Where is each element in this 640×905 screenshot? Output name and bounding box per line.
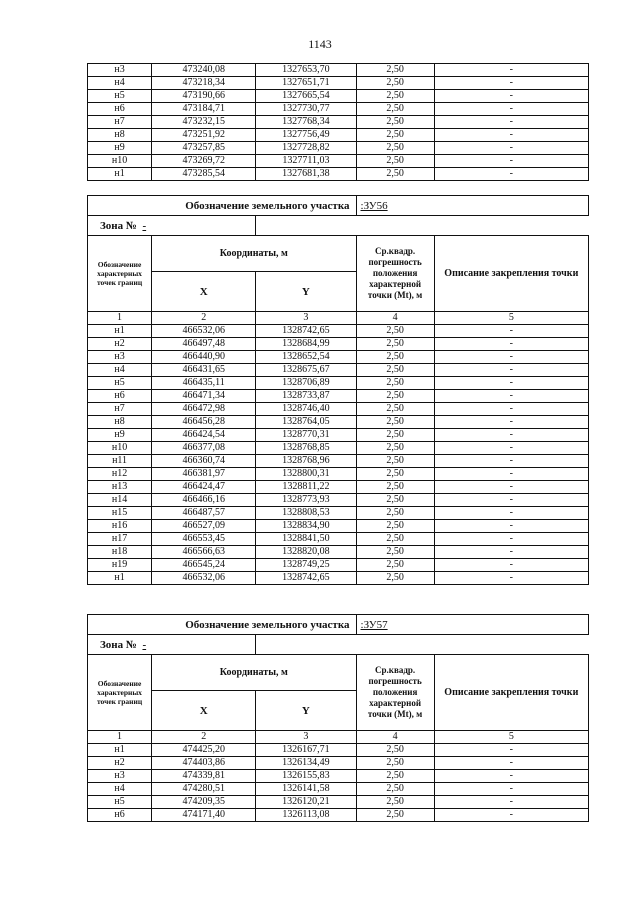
table-row: [88, 155, 589, 168]
accuracy-cell: 2,50: [356, 364, 434, 377]
table-row: [88, 796, 589, 809]
table-row: [88, 468, 589, 481]
point-cell: н4: [88, 364, 152, 377]
x-cell: 466424,47: [152, 481, 256, 494]
y-cell: 1328742,65: [256, 572, 356, 585]
accuracy-cell: 2,50: [356, 494, 434, 507]
col-number: 3: [256, 312, 356, 325]
point-cell: н9: [88, 142, 152, 155]
point-cell: н3: [88, 770, 152, 783]
table-row: [88, 351, 589, 364]
y-cell: 1326113,08: [256, 809, 356, 822]
x-cell: 466532,06: [152, 572, 256, 585]
description-cell: -: [434, 559, 588, 572]
col-number: 1: [88, 312, 152, 325]
x-cell: 466472,98: [152, 403, 256, 416]
table-row: [88, 809, 589, 822]
x-cell: 466471,34: [152, 390, 256, 403]
description-cell: -: [434, 809, 588, 822]
point-cell: н1: [88, 572, 152, 585]
y-cell: 1327756,49: [256, 129, 356, 142]
header-accuracy: Ср.квадр. погрешность положения характерной точки (Mt), м: [356, 655, 434, 731]
y-cell: 1327665,54: [256, 90, 356, 103]
y-cell: 1328841,50: [256, 533, 356, 546]
accuracy-cell: 2,50: [356, 507, 434, 520]
accuracy-cell: 2,50: [356, 416, 434, 429]
continuation-table: [87, 63, 589, 181]
y-cell: 1327681,38: [256, 168, 356, 181]
accuracy-cell: 2,50: [356, 481, 434, 494]
accuracy-cell: 2,50: [356, 783, 434, 796]
point-cell: н1: [88, 744, 152, 757]
header-point-designation: Обозначение характерных точек границ: [88, 236, 152, 312]
y-cell: 1328749,25: [256, 559, 356, 572]
y-cell: 1328834,90: [256, 520, 356, 533]
accuracy-cell: 2,50: [356, 403, 434, 416]
header-coordinates: Координаты, м: [152, 236, 356, 272]
x-cell: 466431,65: [152, 364, 256, 377]
page-number: 1143: [308, 37, 332, 51]
point-cell: н5: [88, 796, 152, 809]
y-cell: 1328764,05: [256, 416, 356, 429]
header-x: X: [152, 691, 256, 731]
table-row: [88, 338, 589, 351]
y-cell: 1328808,53: [256, 507, 356, 520]
description-cell: -: [434, 744, 588, 757]
point-cell: н12: [88, 468, 152, 481]
header-point-designation: Обозначение характерных точек границ: [88, 655, 152, 731]
y-cell: 1328811,22: [256, 481, 356, 494]
y-cell: 1327730,77: [256, 103, 356, 116]
point-cell: н10: [88, 442, 152, 455]
table-row: [88, 390, 589, 403]
header-accuracy: Ср.квадр. погрешность положения характерной точки (Mt), м: [356, 236, 434, 312]
y-cell: 1327768,34: [256, 116, 356, 129]
x-cell: 473251,92: [152, 129, 256, 142]
x-cell: 466424,54: [152, 429, 256, 442]
description-cell: -: [434, 507, 588, 520]
x-cell: 466532,06: [152, 325, 256, 338]
accuracy-cell: 2,50: [356, 468, 434, 481]
point-cell: н5: [88, 90, 152, 103]
y-cell: 1328706,89: [256, 377, 356, 390]
zone-value: -: [142, 638, 147, 651]
y-cell: 1328773,93: [256, 494, 356, 507]
table-row: [88, 129, 589, 142]
point-cell: н4: [88, 77, 152, 90]
point-cell: н3: [88, 64, 152, 77]
header-description: Описание закрепления точки: [434, 236, 588, 312]
description-cell: -: [434, 494, 588, 507]
accuracy-cell: 2,50: [356, 455, 434, 468]
accuracy-cell: 2,50: [356, 325, 434, 338]
point-cell: н11: [88, 455, 152, 468]
point-cell: н13: [88, 481, 152, 494]
point-cell: н9: [88, 429, 152, 442]
x-cell: 466377,08: [152, 442, 256, 455]
table-row: [88, 757, 589, 770]
description-cell: -: [434, 129, 588, 142]
accuracy-cell: 2,50: [356, 90, 434, 103]
description-cell: -: [434, 416, 588, 429]
x-cell: 473218,34: [152, 77, 256, 90]
plot-label: Обозначение земельного участка: [88, 196, 357, 216]
table-row: [88, 325, 589, 338]
x-cell: 466497,48: [152, 338, 256, 351]
x-cell: 466456,28: [152, 416, 256, 429]
y-cell: 1328746,40: [256, 403, 356, 416]
point-cell: н17: [88, 533, 152, 546]
description-cell: -: [434, 572, 588, 585]
x-cell: 474425,20: [152, 744, 256, 757]
description-cell: -: [434, 338, 588, 351]
point-cell: н16: [88, 520, 152, 533]
description-cell: -: [434, 142, 588, 155]
y-cell: 1328652,54: [256, 351, 356, 364]
table-row: [88, 546, 589, 559]
x-cell: 466566,63: [152, 546, 256, 559]
accuracy-cell: 2,50: [356, 559, 434, 572]
description-cell: -: [434, 390, 588, 403]
y-cell: 1326141,58: [256, 783, 356, 796]
description-cell: -: [434, 403, 588, 416]
y-cell: 1328768,85: [256, 442, 356, 455]
point-cell: н6: [88, 390, 152, 403]
point-cell: н18: [88, 546, 152, 559]
accuracy-cell: 2,50: [356, 103, 434, 116]
description-cell: -: [434, 351, 588, 364]
y-cell: 1328820,08: [256, 546, 356, 559]
col-number: 3: [256, 731, 356, 744]
point-cell: н7: [88, 403, 152, 416]
zone-label: Зона №: [100, 219, 137, 232]
accuracy-cell: 2,50: [356, 168, 434, 181]
table-row: [88, 770, 589, 783]
table-row: [88, 494, 589, 507]
x-cell: 473240,08: [152, 64, 256, 77]
table-row: [88, 416, 589, 429]
table-row: [88, 455, 589, 468]
accuracy-cell: 2,50: [356, 429, 434, 442]
x-cell: 466553,45: [152, 533, 256, 546]
point-cell: н15: [88, 507, 152, 520]
point-cell: н6: [88, 103, 152, 116]
table-row: [88, 783, 589, 796]
plot-id: :ЗУ57: [360, 618, 388, 631]
point-cell: н8: [88, 129, 152, 142]
point-cell: н6: [88, 809, 152, 822]
y-cell: 1326134,49: [256, 757, 356, 770]
accuracy-cell: 2,50: [356, 572, 434, 585]
accuracy-cell: 2,50: [356, 757, 434, 770]
accuracy-cell: 2,50: [356, 533, 434, 546]
x-cell: 474339,81: [152, 770, 256, 783]
header-y: Y: [256, 691, 356, 731]
header-coordinates: Координаты, м: [152, 655, 356, 691]
accuracy-cell: 2,50: [356, 351, 434, 364]
description-cell: -: [434, 770, 588, 783]
point-cell: н1: [88, 325, 152, 338]
description-cell: -: [434, 481, 588, 494]
zone-value: -: [142, 219, 147, 232]
point-cell: н19: [88, 559, 152, 572]
point-cell: н2: [88, 338, 152, 351]
description-cell: -: [434, 757, 588, 770]
x-cell: 474209,35: [152, 796, 256, 809]
x-cell: 466527,09: [152, 520, 256, 533]
accuracy-cell: 2,50: [356, 64, 434, 77]
x-cell: 474171,40: [152, 809, 256, 822]
description-cell: -: [434, 442, 588, 455]
x-cell: 466440,90: [152, 351, 256, 364]
x-cell: 466435,11: [152, 377, 256, 390]
accuracy-cell: 2,50: [356, 77, 434, 90]
description-cell: -: [434, 64, 588, 77]
x-cell: 473285,54: [152, 168, 256, 181]
x-cell: 466360,74: [152, 455, 256, 468]
y-cell: 1326167,71: [256, 744, 356, 757]
y-cell: 1328742,65: [256, 325, 356, 338]
accuracy-cell: 2,50: [356, 142, 434, 155]
accuracy-cell: 2,50: [356, 744, 434, 757]
accuracy-cell: 2,50: [356, 338, 434, 351]
y-cell: 1327728,82: [256, 142, 356, 155]
description-cell: -: [434, 546, 588, 559]
point-cell: н7: [88, 116, 152, 129]
table-row: [88, 90, 589, 103]
y-cell: 1328684,99: [256, 338, 356, 351]
table-row: [88, 559, 589, 572]
accuracy-cell: 2,50: [356, 442, 434, 455]
point-cell: н2: [88, 757, 152, 770]
point-cell: н1: [88, 168, 152, 181]
table-row: [88, 103, 589, 116]
y-cell: 1327711,03: [256, 155, 356, 168]
y-cell: 1327651,71: [256, 77, 356, 90]
table-row: [88, 403, 589, 416]
y-cell: 1326120,21: [256, 796, 356, 809]
y-cell: 1326155,83: [256, 770, 356, 783]
point-cell: н4: [88, 783, 152, 796]
table-row: [88, 142, 589, 155]
col-number: 2: [152, 731, 256, 744]
accuracy-cell: 2,50: [356, 796, 434, 809]
plot-zu56-table: [87, 195, 589, 585]
description-cell: -: [434, 377, 588, 390]
accuracy-cell: 2,50: [356, 116, 434, 129]
description-cell: -: [434, 103, 588, 116]
col-number: 2: [152, 312, 256, 325]
x-cell: 466487,57: [152, 507, 256, 520]
point-cell: н3: [88, 351, 152, 364]
x-cell: 473269,72: [152, 155, 256, 168]
table-row: [88, 364, 589, 377]
header-y: Y: [256, 272, 356, 312]
description-cell: -: [434, 77, 588, 90]
description-cell: -: [434, 429, 588, 442]
description-cell: -: [434, 168, 588, 181]
y-cell: 1328733,87: [256, 390, 356, 403]
col-number: 4: [356, 731, 434, 744]
description-cell: -: [434, 90, 588, 103]
table-row: [88, 377, 589, 390]
x-cell: 473257,85: [152, 142, 256, 155]
plot-zu57-table: [87, 614, 589, 822]
accuracy-cell: 2,50: [356, 390, 434, 403]
plot-label: Обозначение земельного участка: [88, 615, 357, 635]
description-cell: -: [434, 796, 588, 809]
table-row: [88, 77, 589, 90]
description-cell: -: [434, 520, 588, 533]
accuracy-cell: 2,50: [356, 546, 434, 559]
y-cell: 1328800,31: [256, 468, 356, 481]
table-row: [88, 533, 589, 546]
y-cell: 1328675,67: [256, 364, 356, 377]
x-cell: 474403,86: [152, 757, 256, 770]
accuracy-cell: 2,50: [356, 377, 434, 390]
col-number: 5: [434, 312, 588, 325]
point-cell: н5: [88, 377, 152, 390]
x-cell: 466545,24: [152, 559, 256, 572]
table-row: [88, 116, 589, 129]
accuracy-cell: 2,50: [356, 770, 434, 783]
description-cell: -: [434, 364, 588, 377]
plot-id: :ЗУ56: [360, 199, 388, 212]
description-cell: -: [434, 783, 588, 796]
x-cell: 474280,51: [152, 783, 256, 796]
description-cell: -: [434, 533, 588, 546]
table-row: [88, 507, 589, 520]
accuracy-cell: 2,50: [356, 520, 434, 533]
col-number: 1: [88, 731, 152, 744]
accuracy-cell: 2,50: [356, 809, 434, 822]
zone-label: Зона №: [100, 638, 137, 651]
x-cell: 473190,66: [152, 90, 256, 103]
description-cell: -: [434, 455, 588, 468]
accuracy-cell: 2,50: [356, 129, 434, 142]
accuracy-cell: 2,50: [356, 155, 434, 168]
table-row: [88, 64, 589, 77]
x-cell: 466381,97: [152, 468, 256, 481]
table-row: [88, 744, 589, 757]
table-row: [88, 442, 589, 455]
x-cell: 473184,71: [152, 103, 256, 116]
table-row: [88, 520, 589, 533]
y-cell: 1328770,31: [256, 429, 356, 442]
table-row: [88, 168, 589, 181]
y-cell: 1328768,96: [256, 455, 356, 468]
x-cell: 473232,15: [152, 116, 256, 129]
y-cell: 1327653,70: [256, 64, 356, 77]
header-description: Описание закрепления точки: [434, 655, 588, 731]
header-x: X: [152, 272, 256, 312]
description-cell: -: [434, 155, 588, 168]
point-cell: н10: [88, 155, 152, 168]
table-row: [88, 429, 589, 442]
description-cell: -: [434, 325, 588, 338]
point-cell: н8: [88, 416, 152, 429]
table-row: [88, 481, 589, 494]
description-cell: -: [434, 116, 588, 129]
x-cell: 466466,16: [152, 494, 256, 507]
point-cell: н14: [88, 494, 152, 507]
table-row: [88, 572, 589, 585]
description-cell: -: [434, 468, 588, 481]
col-number: 5: [434, 731, 588, 744]
col-number: 4: [356, 312, 434, 325]
